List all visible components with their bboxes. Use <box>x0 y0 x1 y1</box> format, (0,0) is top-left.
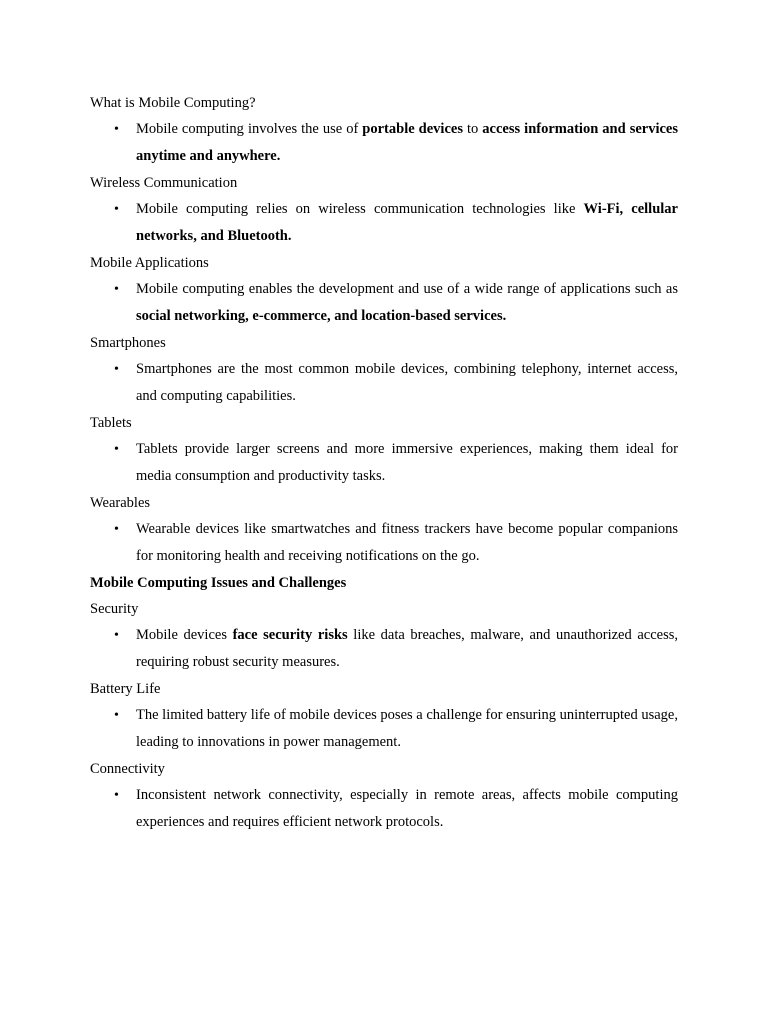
bullet-icon: • <box>114 708 119 723</box>
text-run: The limited battery life of mobile devices poses a challenge for ensuring uninterrupted usage, leading to innovations in power management. <box>136 707 678 750</box>
bullet-item <box>90 702 678 756</box>
bold-text-run: social networking, e-commerce, and location-based services. <box>136 308 507 324</box>
bullet-list <box>90 276 678 330</box>
bullet-item <box>90 516 678 570</box>
bullet-list <box>90 116 678 170</box>
bullet-list <box>90 356 678 410</box>
heading-what-is-mobile-computing: What is Mobile Computing? <box>90 95 256 111</box>
text-run: Mobile computing relies on wireless communication technologies like <box>136 201 584 217</box>
heading-wearables: Wearables <box>90 495 151 511</box>
bullet-icon: • <box>114 122 119 137</box>
bullet-item <box>90 116 678 170</box>
bullet-icon: • <box>114 788 119 803</box>
heading-security: Security <box>90 601 139 617</box>
bullet-item <box>90 356 678 410</box>
bullet-list <box>90 782 678 836</box>
document-page <box>90 90 678 836</box>
bullet-list <box>90 702 678 756</box>
bullet-list <box>90 436 678 490</box>
bullet-item <box>90 782 678 836</box>
bullet-list <box>90 622 678 676</box>
bullet-icon: • <box>114 442 119 457</box>
text-run: like data breaches, malware, and unauthorized access, requiring robust security measures. <box>136 627 678 670</box>
text-run: Inconsistent network connectivity, especially in remote areas, affects mobile computing experiences and requires efficient network protocols. <box>136 787 678 830</box>
text-run: Mobile computing involves the use of <box>136 121 363 137</box>
bullet-item <box>90 196 678 250</box>
bullet-list <box>90 196 678 250</box>
heading-smartphones: Smartphones <box>90 335 166 351</box>
bullet-icon: • <box>114 202 119 217</box>
text-run: Tablets provide larger screens and more immersive experiences, making them ideal for media consumption and productivity tasks. <box>136 441 678 484</box>
heading-battery-life: Battery Life <box>90 681 161 697</box>
bullet-icon: • <box>114 362 119 377</box>
bullet-item <box>90 622 678 676</box>
bullet-icon: • <box>114 628 119 643</box>
bullet-icon: • <box>114 522 119 537</box>
bullet-item <box>90 436 678 490</box>
bullet-list <box>90 516 678 570</box>
text-run: Mobile devices <box>136 627 233 643</box>
heading-mobile-applications: Mobile Applications <box>90 255 209 271</box>
text-run: Wearable devices like smartwatches and fitness trackers have become popular companions for monitoring health and receiving notifications on the go. <box>136 521 678 564</box>
heading-issues-and-challenges: Mobile Computing Issues and Challenges <box>90 575 347 591</box>
bold-text-run: face security risks <box>232 627 348 643</box>
text-run: to <box>462 121 483 137</box>
text-run: Smartphones are the most common mobile devices, combining telephony, internet access, and computing capabilities. <box>136 361 678 404</box>
heading-wireless-communication: Wireless Communication <box>90 175 238 191</box>
text-run: Mobile computing enables the development and use of a wide range of applications such as <box>136 281 678 297</box>
heading-tablets: Tablets <box>90 415 132 431</box>
bold-text-run: portable devices <box>362 121 463 137</box>
bullet-item <box>90 276 678 330</box>
bold-text-run: access information and services anytime and anywhere. <box>136 121 678 164</box>
bold-text-run: Wi-Fi, cellular networks, and Bluetooth. <box>136 201 678 244</box>
bullet-icon: • <box>114 282 119 297</box>
heading-connectivity: Connectivity <box>90 761 165 777</box>
